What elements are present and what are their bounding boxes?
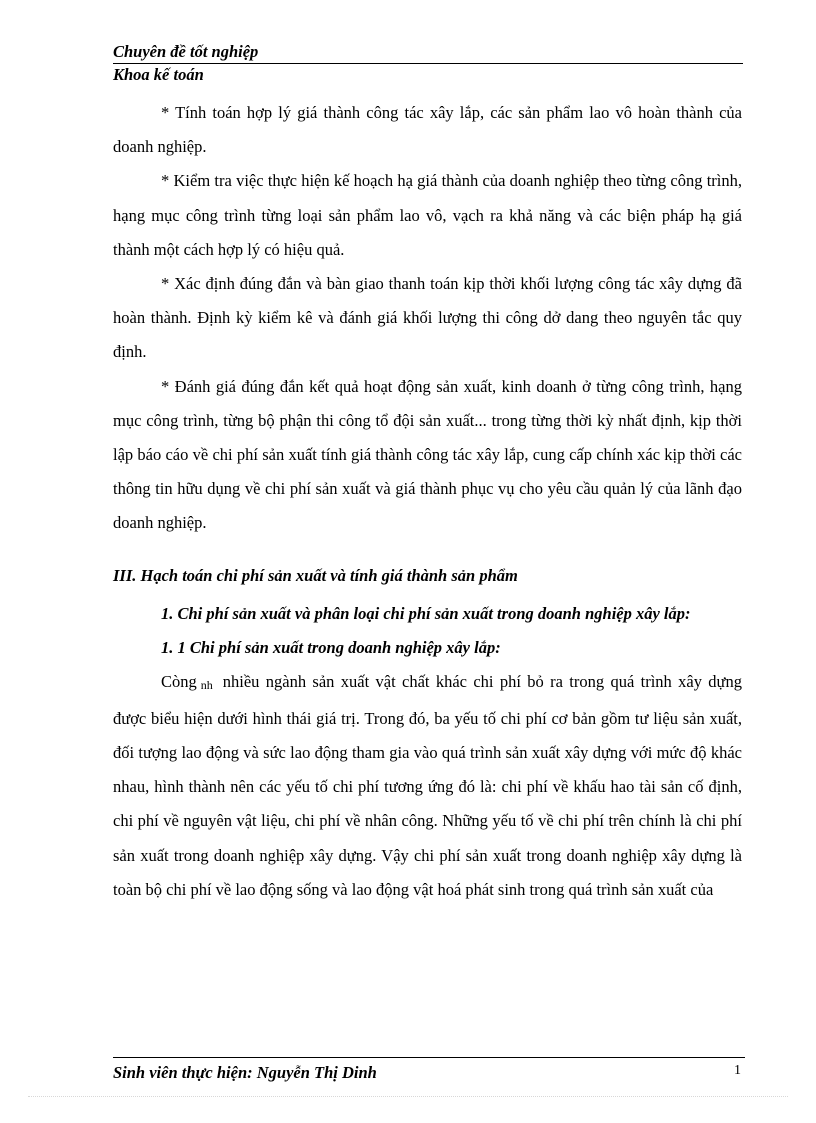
bottom-dotted-divider (28, 1096, 788, 1097)
small-fragment: nh (200, 677, 213, 692)
page-number: 1 (734, 1063, 741, 1078)
body-paragraph-main (113, 665, 742, 907)
page-content (113, 96, 742, 907)
page-header (113, 42, 743, 85)
document-title: Chuyên đề tốt nghiệp (113, 42, 259, 61)
body-paragraph: * Kiểm tra việc thực hiện kế hoạch hạ giá thành của doanh nghiệp theo từng công trình, hạng mục công trình từng loại sản phẩm lao vô, vạch ra khả năng và các biện pháp hạ giá thành một cách hợp lý có hiệu quả. (113, 171, 742, 259)
page-footer (113, 1057, 745, 1083)
department-name: Khoa kế toán (113, 65, 204, 84)
first-word: Còng (161, 671, 197, 691)
body-paragraph: * Xác định đúng đắn và bàn giao thanh toán kịp thời khối lượng công tác xây dựng đã hoàn thành. Định kỳ kiểm kê và đánh giá khối lượng thi công dở dang theo nguyên tắc quy định. (113, 274, 742, 362)
paragraph-rest: nhiều ngành sản xuất vật chất khác chi phí bỏ ra trong quá trình xây dựng được biểu hiện dưới hình thái giá trị. Trong đó, ba yếu tố chi phí cơ bản gồm tư liệu sản xuất, đối tượng lao động và sức lao động tham gia vào quá trình sản xuất xây dựng với mức độ khác nhau, hình thành nên các yếu tố chi phí tương ứng đó là: chi phí về khấu hao tài sản cố định, chi phí về nguyên vật liệu, chi phí về nhân công. Những yếu tố về chi phí trên chính là chi phí sản xuất trong doanh nghiệp xây dựng. Vậy chi phí sản xuất trong doanh nghiệp xây dựng là toàn bộ chi phí về lao động sống và lao động vật hoá phát sinh trong quá trình sản xuất của (113, 671, 742, 899)
footer-rule (113, 1057, 745, 1058)
body-paragraph: * Đánh giá đúng đắn kết quả hoạt động sản xuất, kinh doanh ở từng công trình, hạng mục công trình, từng bộ phận thi công tổ đội sản xuất... trong từng thời kỳ nhất định, kịp thời lập báo cáo về chi phí sản xuất tính giá thành công tác xây lắp, cung cấp chính xác kịp thời các thông tin hữu dụng về chi phí sản xuất và giá thành phục vụ cho yêu cầu quản lý của lãnh đạo doanh nghiệp. (113, 376, 742, 533)
author-line: Sinh viên thực hiện: Nguyễn Thị Dinh (113, 1063, 377, 1082)
section-heading: III. Hạch toán chi phí sản xuất và tính giá thành sản phẩm (113, 565, 518, 585)
subsection-heading: 1. Chi phí sản xuất và phân loại chi phí sản xuất trong doanh nghiệp xây lắp: (161, 603, 691, 623)
subsubsection-heading: 1. 1 Chi phí sản xuất trong doanh nghiệp xây lắp: (161, 637, 501, 657)
body-paragraph: * Tính toán hợp lý giá thành công tác xây lắp, các sản phẩm lao vô hoàn thành của doanh nghiệp. (113, 103, 742, 157)
header-rule (113, 63, 743, 64)
